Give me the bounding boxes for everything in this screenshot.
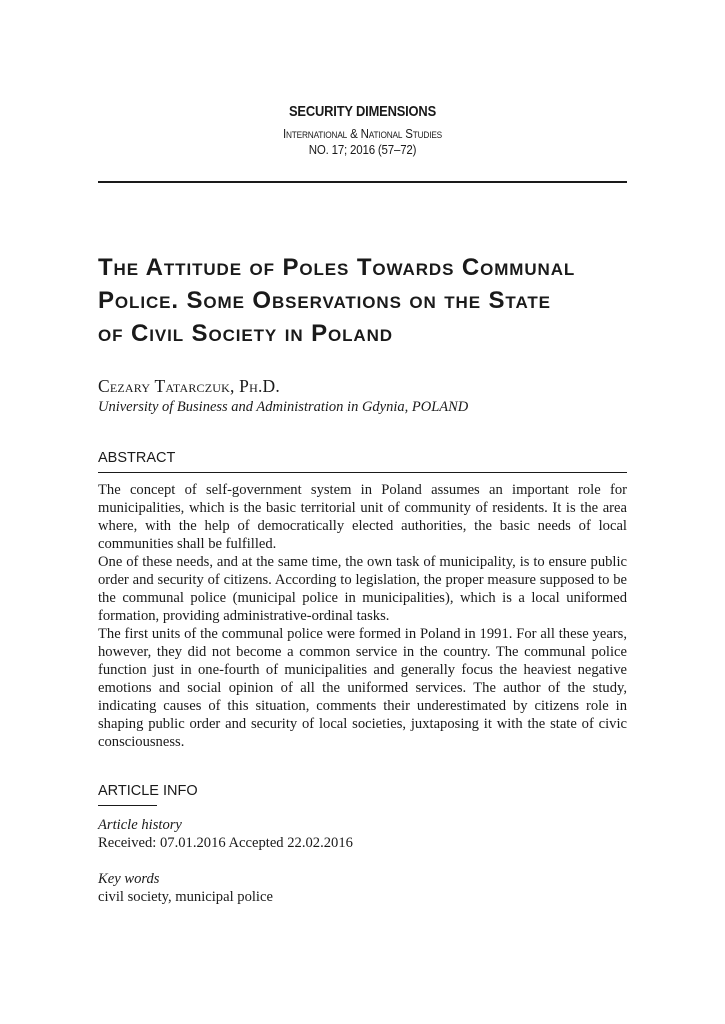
- abstract-divider: [98, 472, 627, 473]
- keywords-label: Key words: [98, 871, 160, 887]
- abstract-paragraph: The first units of the communal police were formed in Poland in 1991. For all these years, however, they did not become a common service in the country. The communal police function just in one-fourth of municipalities and generally focus the heaviest negative emotions and social opinion of all the uniformed services. The author of the study, indicating causes of this situation, comments their underestimated by citizens role in shaping public order and security of local societies, juxtaposing it with the state of civic consciousness.: [98, 626, 627, 750]
- journal-name: SECURITY DIMENSIONS: [288, 103, 437, 120]
- article-history-value: Received: 07.01.2016 Accepted 22.02.2016: [98, 835, 353, 851]
- abstract-paragraph: One of these needs, and at the same time, the own task of municipality, is to ensure public order and security of citizens. According to legislation, the proper measure supposed to be the communal police (municipal police in municipalities), which is a local uniformed formation, providing administrative-ordinal tasks.: [98, 554, 627, 624]
- article-info-heading: ARTICLE INFO: [98, 783, 198, 799]
- title-line: Police. Some Observations on the State: [98, 287, 551, 314]
- journal-header: [98, 101, 627, 158]
- abstract-heading: ABSTRACT: [98, 450, 176, 466]
- article-title: [98, 251, 627, 350]
- journal-subtitle: International & National Studies: [282, 127, 443, 141]
- author-name: Cezary Tatarczuk, Ph.D.: [98, 376, 280, 396]
- keywords-value: civil society, municipal police: [98, 889, 273, 905]
- title-line: The Attitude of Poles Towards Communal: [98, 254, 576, 281]
- abstract-paragraph: The concept of self-government system in Poland assumes an important role for municipalities, which is the basic territorial unit of community of residents. It is the area where, with the help of democratically elected authorities, the basic needs of local communities shall be fulfilled.: [98, 482, 627, 552]
- title-line: of Civil Society in Poland: [98, 320, 393, 347]
- article-info-divider: [98, 805, 157, 806]
- article-history-label: Article history: [98, 817, 182, 833]
- abstract-body: [98, 481, 627, 751]
- journal-issue: NO. 17; 2016 (57–72): [308, 143, 417, 157]
- header-divider: [98, 181, 627, 183]
- author-affiliation: University of Business and Administration in Gdynia, POLAND: [98, 399, 469, 415]
